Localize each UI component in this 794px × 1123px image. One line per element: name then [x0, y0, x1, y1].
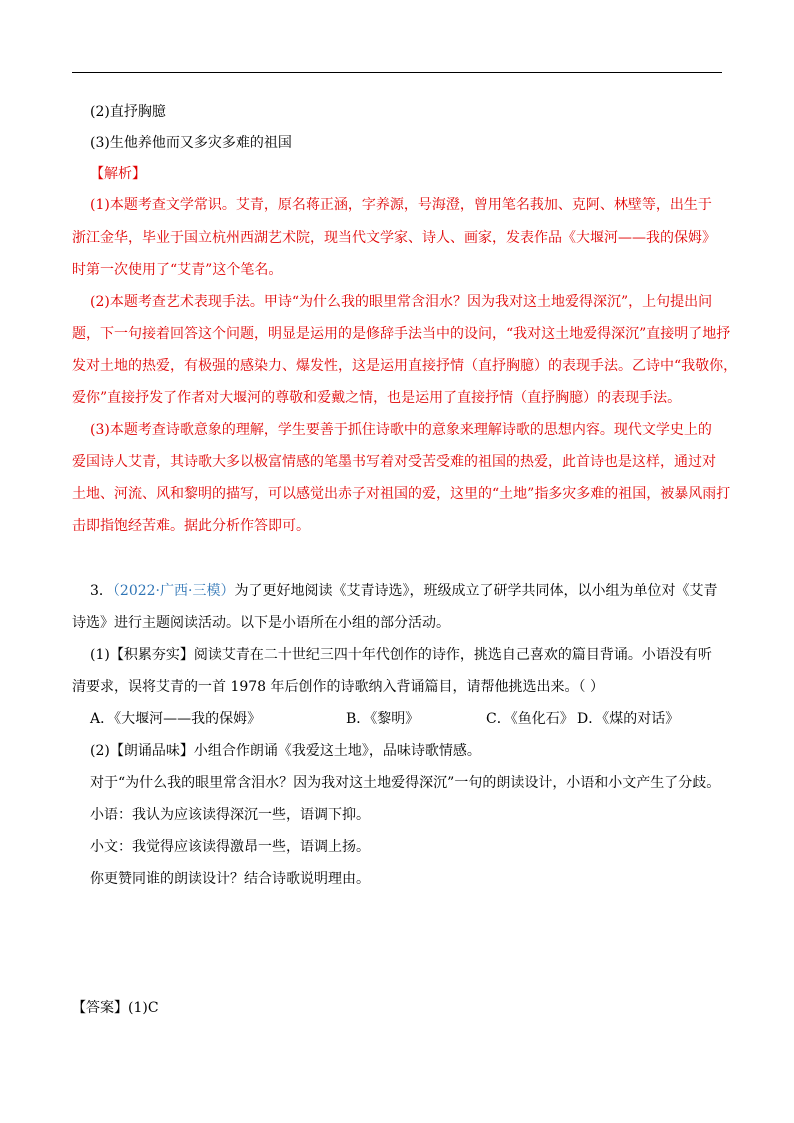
xiaoyu-line: 小语：我认为应该读得深沉一些，语调下抑。 [90, 807, 370, 823]
option-b: B．《黎明》 [346, 711, 420, 727]
analysis-p2-line3: 发对土地的热爱，有极强的感染力、爆发性，这是运用直接抒情（直抒胸臆）的表现手法。乙诗中“我敬你， [72, 358, 738, 374]
sub1-line1: (1)【积累夯实】阅读艾青在二十世纪三四十年代创作的诗作，挑选自己喜欢的篇目背诵。小语没有听 [90, 647, 712, 663]
analysis-p3-line3: 土地、河流、风和黎明的描写，可以感觉出赤子对祖国的爱，这里的“土地”指多灾多难的祖国，被暴风雨打 [72, 486, 731, 502]
analysis-p2-line2: 题，下一句接着回答这个问题，明显是运用的是修辞手法当中的设问，“我对这土地爱得深沉”直接明了地抒 [72, 326, 731, 342]
sub2-line1: 对于“为什么我的眼里常含泪水？因为我对这土地爱得深沉”一句的朗读设计，小语和小文产生了分歧。 [90, 775, 721, 791]
analysis-label: 【解析】 [90, 166, 146, 182]
question-ask: 你更赞同谁的朗读设计？结合诗歌说明理由。 [90, 871, 370, 887]
analysis-p1-line1: (1)本题考查文学常识。艾青，原名蒋正涵，字养源，号海澄，曾用笔名莪加、克阿、林壁等，出生于 [90, 197, 712, 213]
analysis-p2-line1: (2)本题考查艺术表现手法。甲诗“为什么我的眼里常含泪水？因为我对这土地爱得深沉”，上句提出问 [90, 294, 713, 310]
sub1-line2: 清要求，误将艾青的一首 1978 年后创作的诗歌纳入背诵篇目，请帮他挑选出来。（ ） [72, 679, 604, 695]
analysis-p3-line2: 爱国诗人艾青，其诗歌大多以极富情感的笔墨书写着对受苦受难的祖国的热爱，此首诗也是这样，通过对 [72, 454, 716, 470]
question-number: 3． [90, 583, 113, 599]
analysis-p2-line4: 爱你”直接抒发了作者对大堰河的尊敬和爱戴之情，也是运用了直接抒情（直抒胸臆）的表现手法。 [72, 390, 682, 406]
analysis-p3-line1: (3)本题考查诗歌意象的理解，学生要善于抓住诗歌中的意象来理解诗歌的思想内容。现代文学史上的 [90, 422, 712, 438]
option-c: C．《鱼化石》 [486, 711, 574, 727]
analysis-p3-line4: 击即指饱经苦难。据此分析作答即可。 [72, 518, 310, 534]
analysis-p1-line3: 时第一次使用了“艾青”这个笔名。 [72, 262, 283, 278]
sub2-title: (2)【朗诵品味】小组合作朗诵《我爱这土地》，品味诗歌情感。 [90, 743, 481, 759]
header-rule [72, 72, 722, 73]
answer-line: 【答案】(1)C [72, 1000, 159, 1016]
question-3-line2: 诗选》进行主题阅读活动。以下是小语所在小组的部分活动。 [72, 615, 450, 631]
question-intro: 为了更好地阅读《艾青诗选》，班级成立了研学共同体，以小组为单位对《艾青 [234, 583, 718, 599]
question-source: （2022·广西·三模） [112, 583, 235, 599]
analysis-p1-line2: 浙江金华，毕业于国立杭州西湖艺术院，现当代文学家、诗人、画家，发表作品《大堰河——我的保姆》 [72, 230, 716, 246]
option-d: D．《煤的对话》 [577, 711, 680, 727]
option-a: A．《大堰河——我的保姆》 [90, 711, 262, 727]
answer-3: (3)生他养他而又多灾多难的祖国 [90, 135, 292, 151]
xiaowen-line: 小文：我觉得应该读得激昂一些，语调上扬。 [90, 839, 370, 855]
question-3-line1 [90, 581, 717, 601]
answer-2: (2)直抒胸臆 [90, 104, 166, 120]
